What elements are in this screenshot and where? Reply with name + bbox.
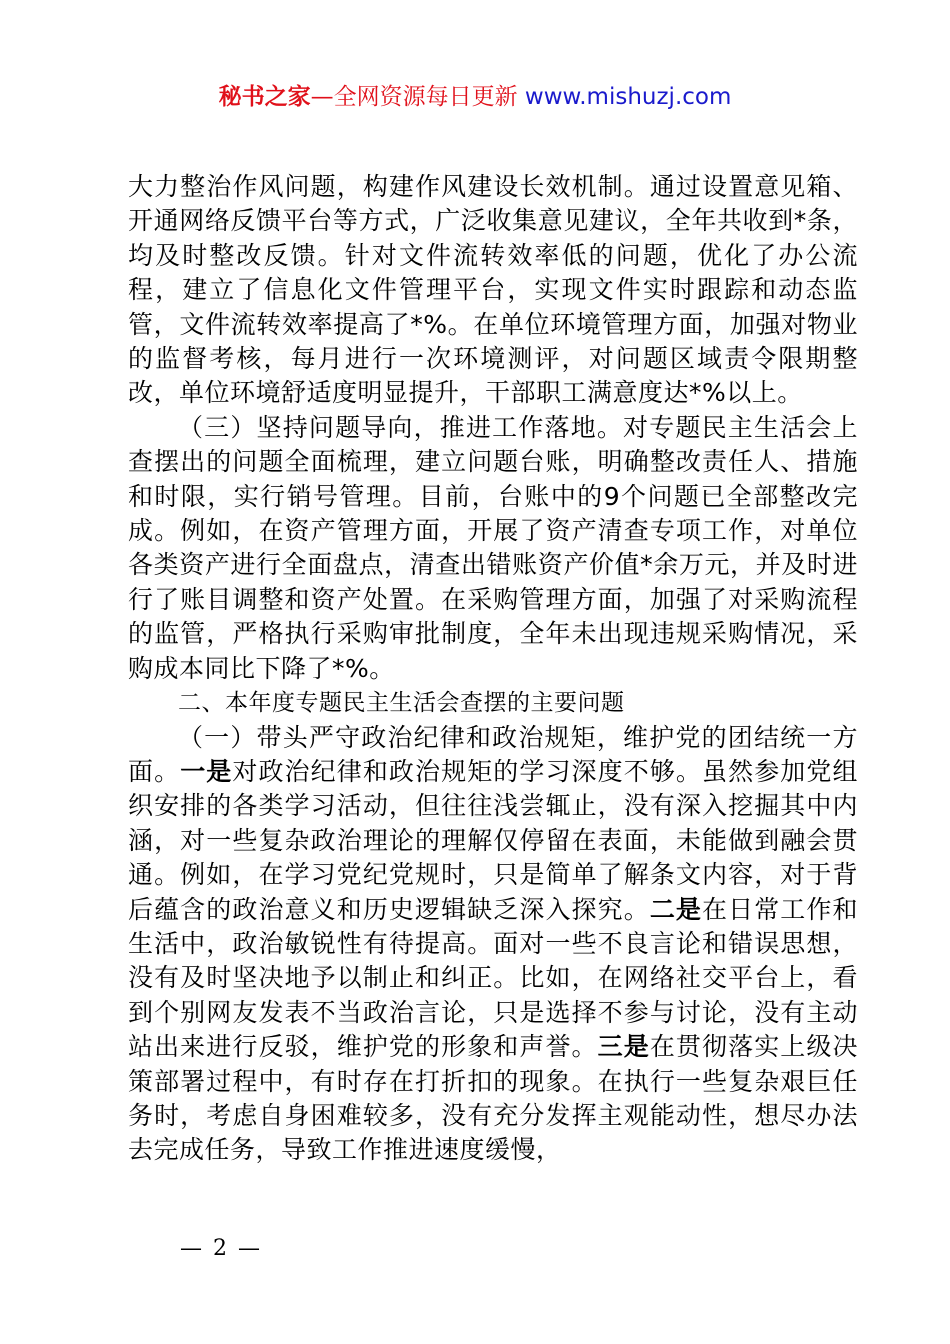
site-banner [0,80,950,114]
point-2-label: 二是 [649,894,703,924]
point-3-label: 三是 [597,1032,650,1062]
subsection-title: （一）带头严守政治纪律和政治规矩，维护党的团结统一方面。 [128,722,858,786]
paragraph-1: 大力整治作风问题，构建作风建设长效机制。通过设置意见箱、开通网络反馈平台等方式，广泛收集意见建议，全年共收到*条，均及时整改反馈。针对文件流转效率低的问题，优化了办公流程，建立了信息化文件管理平台，实现文件实时跟踪和动态监管，文件流转效率提高了*%。在单位环境管理方面，加强对物业的监督考核，每月进行一次环境测评，对问题区域责令限期整改，单位环境舒适度明显提升，干部职工满意度达*%以上。 [128,172,858,408]
point-1-text: 对政治纪律和政治规矩的学习深度不够。虽然参加党组织安排的各类学习活动，但往往浅尝辄止，没有深入挖掘其中内涵，对一些复杂政治理论的理解仅停留在表面，未能做到融会贯通。例如，在学习党纪党规时，只是简单了解条文内容，对于背后蕴含的政治意义和历史逻辑缺乏深入探究。 [128,756,858,924]
point-1-label: 一是 [180,756,233,786]
page-number: — 2 — [180,1236,262,1261]
point-2-text: 在日常工作和生活中，政治敏锐性有待提高。面对一些不良言论和错误思想，没有及时坚决地予以制止和纠正。比如，在网络社交平台上，看到个别网友发表不当政治言论，只是选择不参与讨论，没有主动站出来进行反驳，维护党的形象和声誉。 [128,894,858,1062]
paragraph-3 [128,721,858,1168]
brand-slogan: —全网资源每日更新 [310,84,518,110]
brand-name: 秘书之家 [218,84,311,110]
document-body [128,170,858,1168]
section-heading: 二、本年度专题民主生活会查摆的主要问题 [178,690,625,717]
point-3-text: 在贯彻落实上级决策部署过程中，有时存在打折扣的现象。在执行一些复杂艰巨任务时，考虑自身困难较多，没有充分发挥主观能动性，想尽办法去完成任务，导致工作推进速度缓慢， [128,1032,858,1165]
paragraph-2: （三）坚持问题导向，推进工作落地。对专题民主生活会上查摆出的问题全面梳理，建立问题台账，明确整改责任人、措施和时限，实行销号管理。目前，台账中的9个问题已全部整改完成。例如，在资产管理方面，开展了资产清查专项工作，对单位各类资产进行全面盘点，清查出错账资产价值*余万元，并及时进行了账目调整和资产处置。在采购管理方面，加强了对采购流程的监管，严格执行采购审批制度，全年未出现违规采购情况，采购成本同比下降了*%。 [128,412,858,683]
site-url-link[interactable]: www.mishuzj.com [524,84,732,110]
